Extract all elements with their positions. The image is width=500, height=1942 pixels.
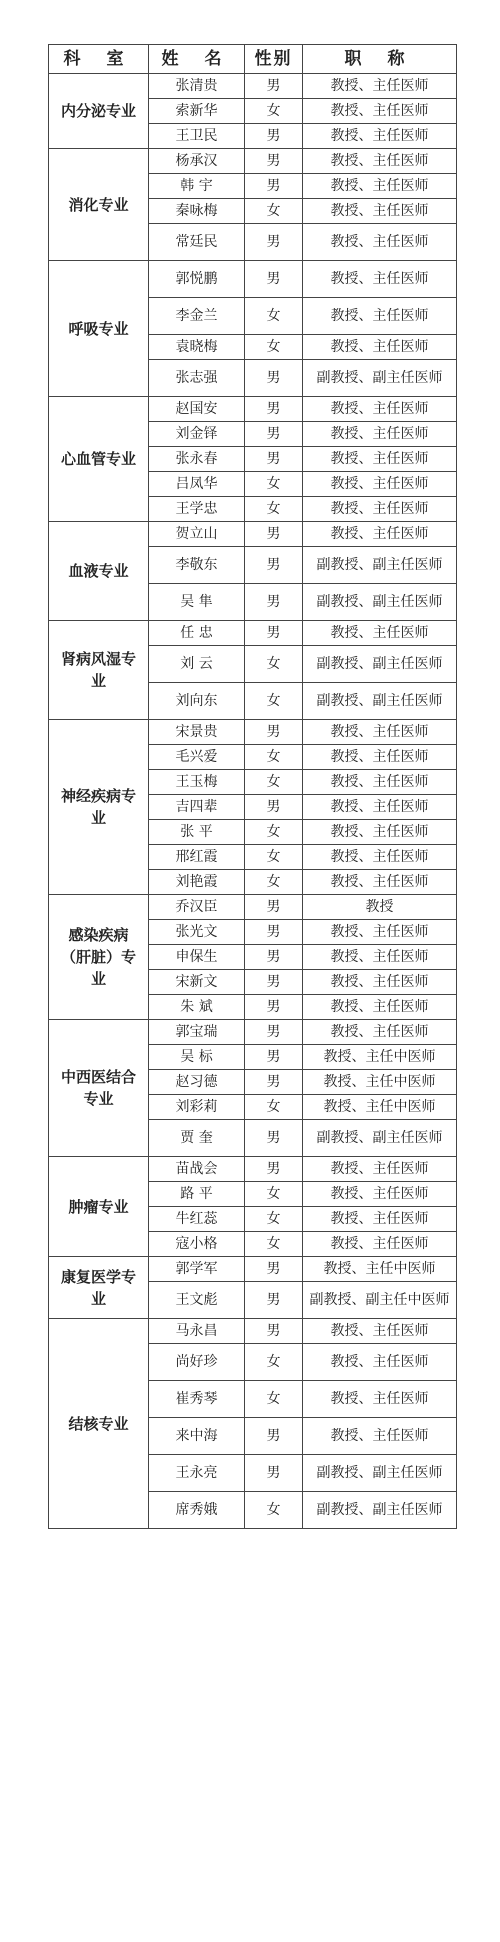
gender-cell: 男	[245, 149, 303, 174]
title-cell: 教授、主任医师	[303, 199, 457, 224]
gender-cell: 女	[245, 1344, 303, 1381]
title-cell: 教授	[303, 895, 457, 920]
gender-cell: 男	[245, 1120, 303, 1157]
title-cell: 副教授、副主任医师	[303, 1455, 457, 1492]
dept-cell: 消化专业	[49, 149, 149, 261]
gender-cell: 男	[245, 720, 303, 745]
name-cell: 路 平	[149, 1182, 245, 1207]
gender-cell: 女	[245, 199, 303, 224]
gender-cell: 女	[245, 646, 303, 683]
table-row	[49, 149, 457, 174]
title-cell: 教授、主任医师	[303, 472, 457, 497]
name-cell: 刘向东	[149, 683, 245, 720]
gender-cell: 女	[245, 1492, 303, 1529]
gender-cell: 男	[245, 360, 303, 397]
dept-cell: 肿瘤专业	[49, 1157, 149, 1257]
title-cell: 副教授、副主任医师	[303, 1492, 457, 1529]
dept-cell: 神经疾病专业	[49, 720, 149, 895]
title-cell: 教授、主任医师	[303, 1020, 457, 1045]
name-cell: 张清贵	[149, 74, 245, 99]
name-cell: 王学忠	[149, 497, 245, 522]
name-cell: 刘金铎	[149, 422, 245, 447]
title-cell: 教授、主任医师	[303, 124, 457, 149]
title-cell: 教授、主任医师	[303, 970, 457, 995]
gender-cell: 男	[245, 945, 303, 970]
gender-cell: 女	[245, 820, 303, 845]
title-cell: 教授、主任医师	[303, 1157, 457, 1182]
name-cell: 常廷民	[149, 224, 245, 261]
name-cell: 马永昌	[149, 1319, 245, 1344]
gender-cell: 女	[245, 335, 303, 360]
name-cell: 索新华	[149, 99, 245, 124]
dept-cell: 肾病风湿专业	[49, 621, 149, 720]
title-cell: 副教授、副主任医师	[303, 646, 457, 683]
gender-cell: 女	[245, 472, 303, 497]
title-cell: 教授、主任医师	[303, 261, 457, 298]
title-cell: 教授、主任医师	[303, 795, 457, 820]
title-cell: 教授、主任医师	[303, 497, 457, 522]
title-cell: 教授、主任医师	[303, 1207, 457, 1232]
dept-cell: 内分泌专业	[49, 74, 149, 149]
name-cell: 秦咏梅	[149, 199, 245, 224]
dept-cell: 中西医结合专业	[49, 1020, 149, 1157]
title-cell: 教授、主任医师	[303, 99, 457, 124]
table-row	[49, 1020, 457, 1045]
name-cell: 张光文	[149, 920, 245, 945]
gender-cell: 男	[245, 174, 303, 199]
title-cell: 教授、主任中医师	[303, 1070, 457, 1095]
name-cell: 席秀娥	[149, 1492, 245, 1529]
title-cell: 副教授、副主任医师	[303, 1120, 457, 1157]
title-cell: 教授、主任医师	[303, 298, 457, 335]
gender-cell: 男	[245, 1070, 303, 1095]
title-cell: 教授、主任中医师	[303, 1095, 457, 1120]
dept-cell: 结核专业	[49, 1319, 149, 1529]
table-body	[49, 74, 457, 1529]
title-cell: 教授、主任中医师	[303, 1257, 457, 1282]
gender-cell: 男	[245, 124, 303, 149]
table-row	[49, 1257, 457, 1282]
gender-cell: 男	[245, 547, 303, 584]
title-cell: 教授、主任医师	[303, 770, 457, 795]
gender-cell: 男	[245, 970, 303, 995]
gender-cell: 男	[245, 422, 303, 447]
title-cell: 教授、主任中医师	[303, 1045, 457, 1070]
name-cell: 任 忠	[149, 621, 245, 646]
title-cell: 教授、主任医师	[303, 74, 457, 99]
gender-cell: 女	[245, 770, 303, 795]
gender-cell: 男	[245, 74, 303, 99]
gender-cell: 女	[245, 1207, 303, 1232]
name-cell: 郭学军	[149, 1257, 245, 1282]
name-cell: 牛红蕊	[149, 1207, 245, 1232]
table-row	[49, 261, 457, 298]
title-cell: 教授、主任医师	[303, 224, 457, 261]
gender-cell: 女	[245, 99, 303, 124]
gender-cell: 男	[245, 1455, 303, 1492]
name-cell: 寇小格	[149, 1232, 245, 1257]
name-cell: 贺立山	[149, 522, 245, 547]
name-cell: 吴 隼	[149, 584, 245, 621]
gender-cell: 女	[245, 1182, 303, 1207]
gender-cell: 男	[245, 1282, 303, 1319]
name-cell: 刘艳霞	[149, 870, 245, 895]
name-cell: 张 平	[149, 820, 245, 845]
name-cell: 尚好珍	[149, 1344, 245, 1381]
dept-cell: 呼吸专业	[49, 261, 149, 397]
table-row	[49, 522, 457, 547]
name-cell: 王文彪	[149, 1282, 245, 1319]
name-cell: 邢红霞	[149, 845, 245, 870]
title-cell: 教授、主任医师	[303, 1182, 457, 1207]
title-cell: 教授、主任医师	[303, 1319, 457, 1344]
title-cell: 副教授、副主任中医师	[303, 1282, 457, 1319]
table-row	[49, 895, 457, 920]
title-cell: 教授、主任医师	[303, 920, 457, 945]
gender-cell: 男	[245, 920, 303, 945]
table-row	[49, 397, 457, 422]
title-cell: 教授、主任医师	[303, 149, 457, 174]
gender-cell: 女	[245, 745, 303, 770]
table-row	[49, 1157, 457, 1182]
gender-cell: 男	[245, 261, 303, 298]
name-cell: 宋景贵	[149, 720, 245, 745]
gender-cell: 男	[245, 1020, 303, 1045]
header-dept: 科 室	[49, 45, 149, 74]
name-cell: 张永春	[149, 447, 245, 472]
gender-cell: 男	[245, 584, 303, 621]
name-cell: 张志强	[149, 360, 245, 397]
name-cell: 王永亮	[149, 1455, 245, 1492]
gender-cell: 男	[245, 447, 303, 472]
gender-cell: 男	[245, 1157, 303, 1182]
title-cell: 教授、主任医师	[303, 995, 457, 1020]
name-cell: 朱 斌	[149, 995, 245, 1020]
name-cell: 李敬东	[149, 547, 245, 584]
gender-cell: 男	[245, 1257, 303, 1282]
gender-cell: 男	[245, 621, 303, 646]
name-cell: 郭悦鹏	[149, 261, 245, 298]
name-cell: 吴 标	[149, 1045, 245, 1070]
gender-cell: 男	[245, 895, 303, 920]
table-row	[49, 621, 457, 646]
header-title: 职 称	[303, 45, 457, 74]
name-cell: 李金兰	[149, 298, 245, 335]
name-cell: 宋新文	[149, 970, 245, 995]
dept-cell: 感染疾病（肝脏）专业	[49, 895, 149, 1020]
gender-cell: 男	[245, 397, 303, 422]
title-cell: 副教授、副主任医师	[303, 683, 457, 720]
title-cell: 教授、主任医师	[303, 745, 457, 770]
title-cell: 副教授、副主任医师	[303, 360, 457, 397]
name-cell: 乔汉臣	[149, 895, 245, 920]
name-cell: 吕凤华	[149, 472, 245, 497]
name-cell: 来中海	[149, 1418, 245, 1455]
gender-cell: 男	[245, 1319, 303, 1344]
gender-cell: 男	[245, 1418, 303, 1455]
title-cell: 教授、主任医师	[303, 397, 457, 422]
header-gender: 性别	[245, 45, 303, 74]
title-cell: 副教授、副主任医师	[303, 547, 457, 584]
name-cell: 王卫民	[149, 124, 245, 149]
gender-cell: 女	[245, 870, 303, 895]
table-row	[49, 720, 457, 745]
gender-cell: 男	[245, 995, 303, 1020]
table-row	[49, 1319, 457, 1344]
gender-cell: 女	[245, 1232, 303, 1257]
title-cell: 教授、主任医师	[303, 870, 457, 895]
header-name: 姓 名	[149, 45, 245, 74]
name-cell: 贾 奎	[149, 1120, 245, 1157]
name-cell: 毛兴爱	[149, 745, 245, 770]
name-cell: 郭宝瑞	[149, 1020, 245, 1045]
dept-cell: 心血管专业	[49, 397, 149, 522]
dept-cell: 血液专业	[49, 522, 149, 621]
dept-cell: 康复医学专业	[49, 1257, 149, 1319]
title-cell: 教授、主任医师	[303, 422, 457, 447]
title-cell: 教授、主任医师	[303, 1344, 457, 1381]
title-cell: 教授、主任医师	[303, 720, 457, 745]
name-cell: 杨承汉	[149, 149, 245, 174]
title-cell: 教授、主任医师	[303, 1418, 457, 1455]
gender-cell: 女	[245, 1095, 303, 1120]
title-cell: 教授、主任医师	[303, 1232, 457, 1257]
name-cell: 崔秀琴	[149, 1381, 245, 1418]
title-cell: 副教授、副主任医师	[303, 584, 457, 621]
name-cell: 刘彩莉	[149, 1095, 245, 1120]
name-cell: 袁晓梅	[149, 335, 245, 360]
gender-cell: 女	[245, 298, 303, 335]
title-cell: 教授、主任医师	[303, 447, 457, 472]
name-cell: 吉四辈	[149, 795, 245, 820]
gender-cell: 女	[245, 497, 303, 522]
gender-cell: 女	[245, 845, 303, 870]
gender-cell: 男	[245, 795, 303, 820]
name-cell: 苗战会	[149, 1157, 245, 1182]
table-row	[49, 74, 457, 99]
staff-table	[48, 44, 457, 1529]
gender-cell: 女	[245, 1381, 303, 1418]
title-cell: 教授、主任医师	[303, 522, 457, 547]
title-cell: 教授、主任医师	[303, 335, 457, 360]
name-cell: 申保生	[149, 945, 245, 970]
title-cell: 教授、主任医师	[303, 621, 457, 646]
name-cell: 韩 宇	[149, 174, 245, 199]
title-cell: 教授、主任医师	[303, 945, 457, 970]
title-cell: 教授、主任医师	[303, 845, 457, 870]
gender-cell: 女	[245, 683, 303, 720]
name-cell: 赵习德	[149, 1070, 245, 1095]
title-cell: 教授、主任医师	[303, 1381, 457, 1418]
title-cell: 教授、主任医师	[303, 820, 457, 845]
name-cell: 王玉梅	[149, 770, 245, 795]
name-cell: 刘 云	[149, 646, 245, 683]
gender-cell: 男	[245, 522, 303, 547]
gender-cell: 男	[245, 1045, 303, 1070]
name-cell: 赵国安	[149, 397, 245, 422]
header-row	[49, 45, 457, 74]
title-cell: 教授、主任医师	[303, 174, 457, 199]
gender-cell: 男	[245, 224, 303, 261]
